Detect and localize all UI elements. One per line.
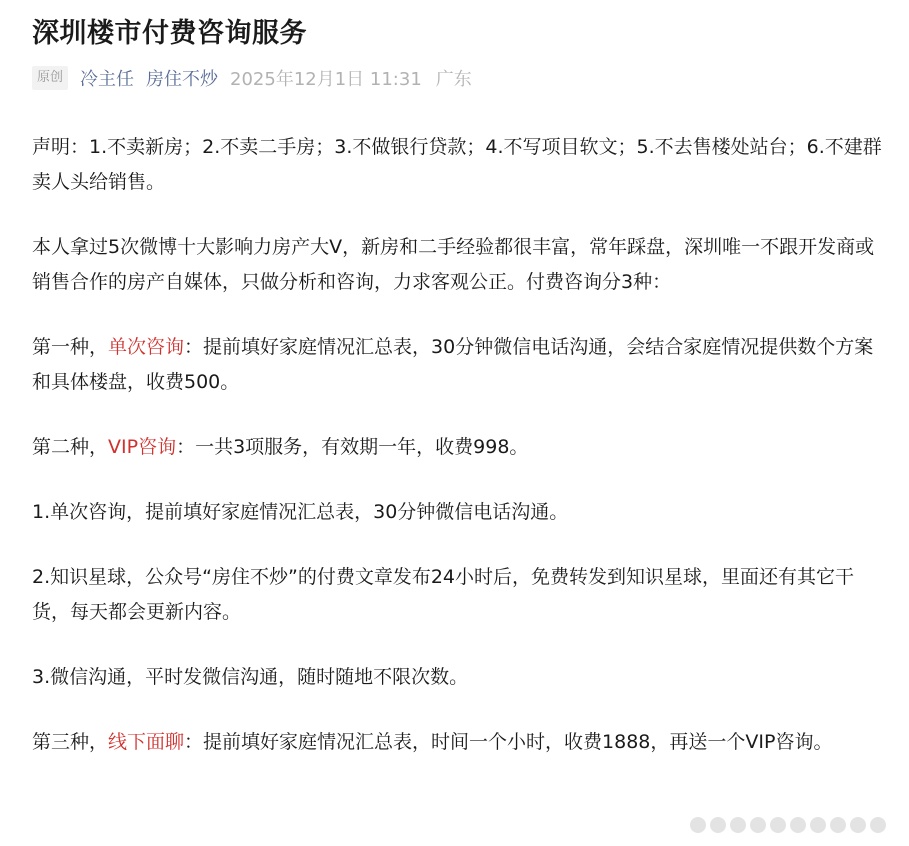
paragraph-option-two [32,430,882,465]
watermark-dot [810,817,826,833]
option-one-detail: ：提前填好家庭情况汇总表，30分钟微信电话沟通，会结合家庭情况提供数个方案和具体楼盘，收费500。 [32,336,874,393]
option-two-detail: ：一共3项服务，有效期一年，收费998。 [176,436,529,458]
watermark-dot [870,817,886,833]
author-link[interactable]: 冷主任 [80,69,135,90]
watermark [690,812,902,838]
watermark-dot [750,817,766,833]
account-name-link[interactable]: 房住不炒 [146,69,219,90]
watermark-dot [830,817,846,833]
paragraph-introduction: 本人拿过5次微博十大影响力房产大V，新房和二手经验都很丰富，常年踩盘，深圳唯一不跟开发商或销售合作的房产自媒体，只做分析和咨询，力求客观公正。付费咨询分3种： [32,236,875,293]
option-two-prefix: 第二种， [32,436,109,458]
watermark-dot [690,817,706,833]
option-one-highlight: 单次咨询 [108,336,185,358]
article-body [32,130,882,790]
watermark-dot [770,817,786,833]
option-three-detail: ：提前填好家庭情况汇总表，时间一个小时，收费1888，再送一个VIP咨询。 [184,731,833,753]
publish-datetime: 2025年12月1日 11:31 [230,69,422,90]
article-title: 深圳楼市付费咨询服务 [32,18,307,49]
paragraph-vip-item-one: 1.单次咨询，提前填好家庭情况汇总表，30分钟微信电话沟通。 [32,501,569,523]
watermark-dot [850,817,866,833]
paragraph-disclaimer: 声明：1.不卖新房；2.不卖二手房；3.不做银行贷款；4.不写项目软文；5.不去售楼处站台；6.不建群卖人头给销售。 [32,136,882,193]
paragraph-option-three [32,725,882,760]
watermark-dot [710,817,726,833]
paragraph-option-one [32,330,882,400]
original-badge: 原创 [32,66,68,90]
paragraph-vip-item-two: 2.知识星球，公众号“房住不炒”的付费文章发布24小时后，免费转发到知识星球，里面还有其它干货，每天都会更新内容。 [32,566,854,623]
article-meta [32,64,486,92]
watermark-dot [790,817,806,833]
paragraph-vip-item-three: 3.微信沟通，平时发微信沟通，随时随地不限次数。 [32,666,469,688]
publish-location: 广东 [435,69,472,90]
option-three-prefix: 第三种， [32,731,109,753]
option-three-highlight: 线下面聊 [108,731,185,753]
option-two-highlight: VIP咨询 [108,436,177,458]
option-one-prefix: 第一种， [32,336,109,358]
watermark-dot [730,817,746,833]
